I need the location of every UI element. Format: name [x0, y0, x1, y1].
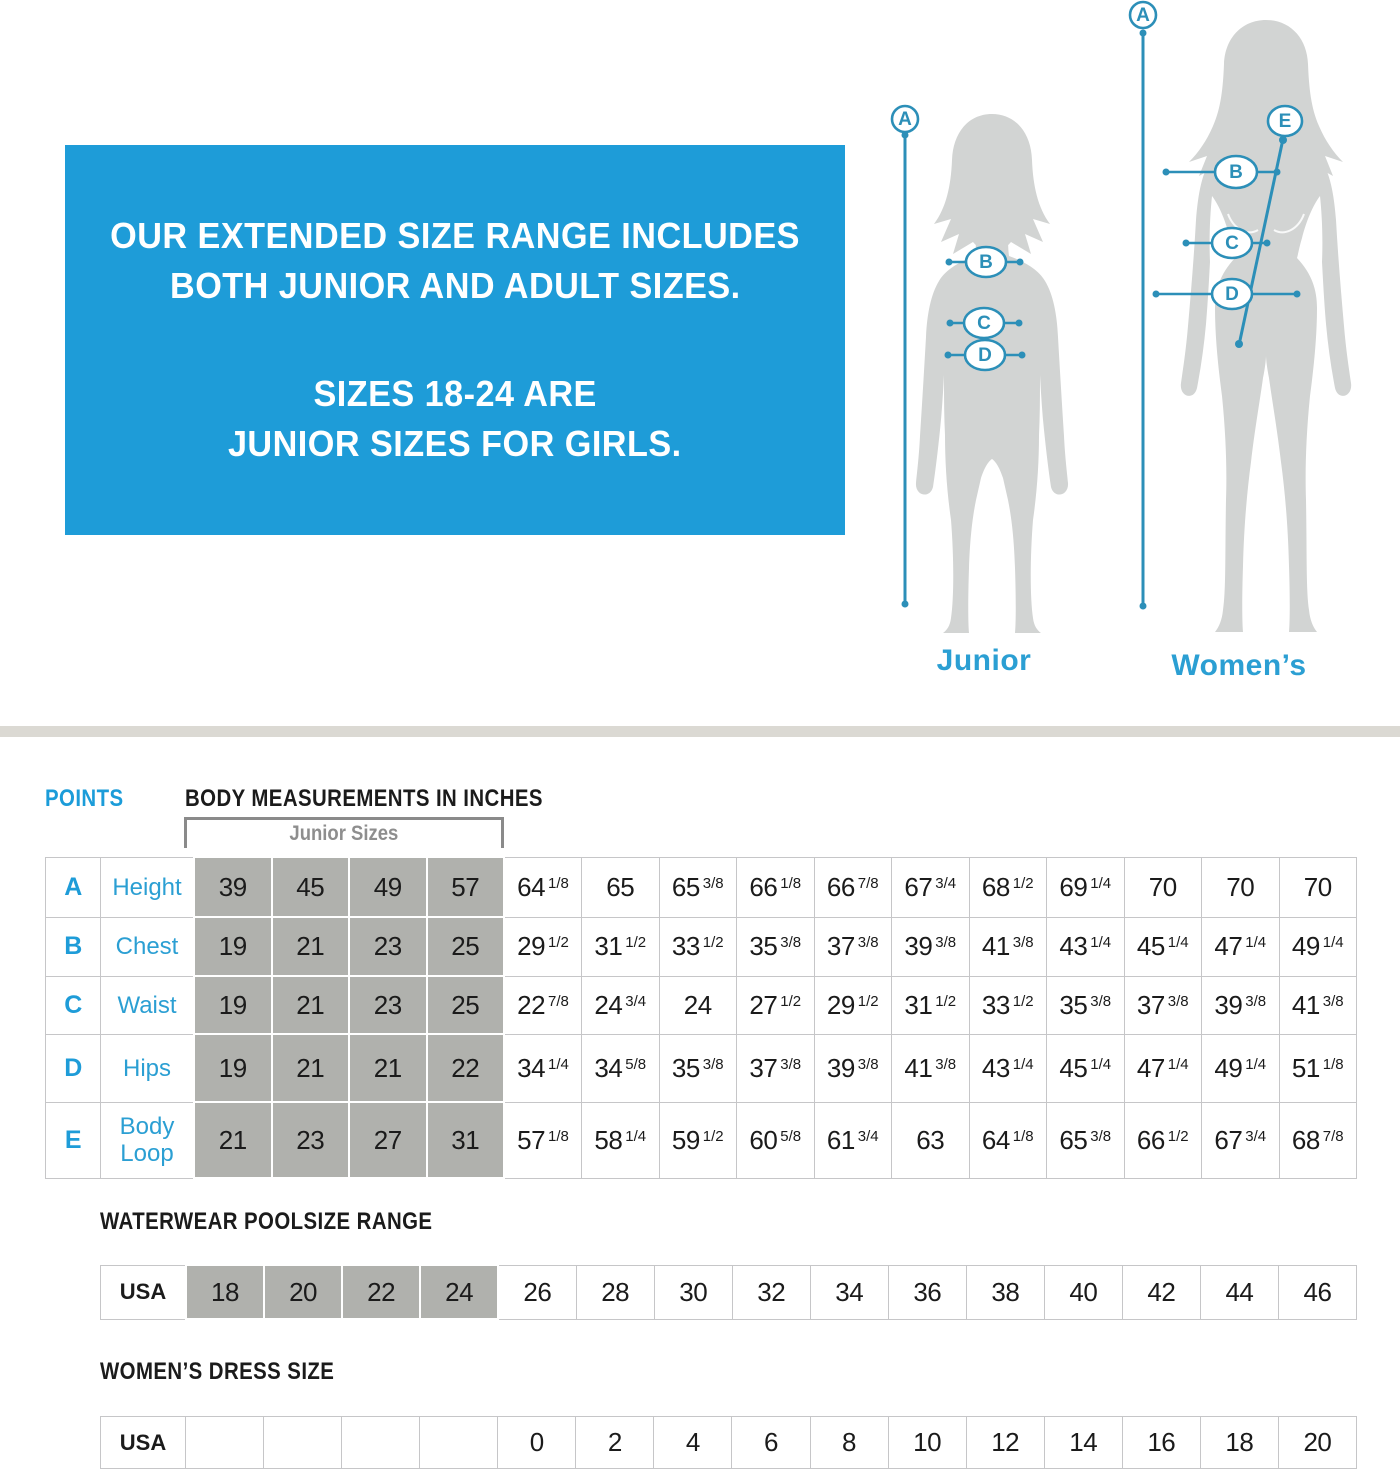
measurement-cell: 41 $^{3/8}$ [969, 917, 1047, 976]
measurement-cell: 34 $^{1/4}$ [504, 1034, 582, 1102]
point-letter: D [46, 1034, 101, 1102]
dress-size-cell: 6 [732, 1417, 810, 1469]
measurement-cell: 39 $^{3/8}$ [814, 1034, 892, 1102]
measurement-cell: 39 [194, 857, 272, 917]
waterwear-size-cell: 18 [186, 1265, 264, 1319]
measurement-cell: 49 $^{1/4}$ [1202, 1034, 1280, 1102]
dress-size-row [101, 1417, 1357, 1469]
measurement-cell: 49 $^{1/4}$ [1279, 917, 1357, 976]
measurement-cell: 39 $^{3/8}$ [1202, 976, 1280, 1034]
measurement-cell: 24 $^{3/4}$ [582, 976, 660, 1034]
waterwear-size-cell: 30 [654, 1265, 732, 1319]
section-divider [0, 726, 1400, 737]
measurement-cell: 66 $^{1/2}$ [1124, 1102, 1202, 1178]
measurement-cell: 58 $^{1/4}$ [582, 1102, 660, 1178]
measurement-cell: 19 [194, 917, 272, 976]
dress-size-cell [264, 1417, 342, 1469]
measurement-cell: 66 $^{7/8}$ [814, 857, 892, 917]
measurement-row-d [46, 1034, 1357, 1102]
dress-size-cell: 0 [498, 1417, 576, 1469]
measurement-cell: 65 $^{3/8}$ [659, 857, 737, 917]
dress-size-cell: 16 [1122, 1417, 1200, 1469]
measurement-cell: 31 $^{1/2}$ [892, 976, 970, 1034]
measurement-cell: 47 $^{1/4}$ [1202, 917, 1280, 976]
point-letter: B [46, 917, 101, 976]
dress-size-cell [186, 1417, 264, 1469]
waterwear-size-cell: 44 [1200, 1265, 1278, 1319]
measurement-cell: 61 $^{3/4}$ [814, 1102, 892, 1178]
measurement-cell: 45 $^{1/4}$ [1047, 1034, 1125, 1102]
measurement-cell: 41 $^{3/8}$ [892, 1034, 970, 1102]
point-d-letter: D [1225, 284, 1239, 305]
waterwear-size-cell: 24 [420, 1265, 498, 1319]
banner-line: BOTH JUNIOR AND ADULT SIZES. [169, 265, 741, 306]
dress-size-cell: 18 [1200, 1417, 1278, 1469]
measurement-cell: 22 [427, 1034, 505, 1102]
womens-figure-label: Women’s [1171, 649, 1307, 682]
measurement-cell: 31 [427, 1102, 505, 1178]
measurement-cell: 57 $^{1/8}$ [504, 1102, 582, 1178]
measurement-cell: 22 $^{7/8}$ [504, 976, 582, 1034]
measurement-cell: 41 $^{3/8}$ [1279, 976, 1357, 1034]
info-banner [65, 145, 845, 535]
point-b-letter: B [1229, 162, 1243, 183]
measurement-cell: 23 [349, 917, 427, 976]
measurement-cell: 47 $^{1/4}$ [1124, 1034, 1202, 1102]
dress-size-cell: 10 [888, 1417, 966, 1469]
measurement-cell: 35 $^{3/8}$ [1047, 976, 1125, 1034]
measurement-row-c [46, 976, 1357, 1034]
region-label: USA [101, 1265, 187, 1319]
point-label: Body Loop [101, 1102, 195, 1178]
measurement-cell: 29 $^{1/2}$ [814, 976, 892, 1034]
measurement-cell: 34 $^{5/8}$ [582, 1034, 660, 1102]
point-letter: E [46, 1102, 101, 1178]
waterwear-size-cell: 26 [498, 1265, 576, 1319]
junior-figure-label: Junior [936, 644, 1032, 677]
measurement-cell: 68 $^{7/8}$ [1279, 1102, 1357, 1178]
measurement-cell: 33 $^{1/2}$ [969, 976, 1047, 1034]
measurement-cell: 37 $^{3/8}$ [814, 917, 892, 976]
measurement-cell: 67 $^{3/4}$ [1202, 1102, 1280, 1178]
measurement-cell: 70 [1279, 857, 1357, 917]
measurement-cell: 31 $^{1/2}$ [582, 917, 660, 976]
measurement-cell: 70 [1124, 857, 1202, 917]
measurement-cell: 60 $^{5/8}$ [737, 1102, 815, 1178]
junior-body [916, 232, 1068, 633]
measurement-cell: 67 $^{3/4}$ [892, 857, 970, 917]
measurement-cell: 51 $^{1/8}$ [1279, 1034, 1357, 1102]
measurement-cell: 70 [1202, 857, 1280, 917]
waterwear-size-cell: 34 [810, 1265, 888, 1319]
waterwear-heading: WATERWEAR POOLSIZE RANGE [100, 1208, 433, 1235]
body-measurements-table [45, 856, 1357, 1179]
dress-size-cell: 14 [1044, 1417, 1122, 1469]
womens-silhouette-illustration [1123, 0, 1355, 640]
point-a-letter: A [1136, 5, 1150, 26]
banner-line: SIZES 18-24 ARE [313, 373, 597, 414]
measurement-cell: 37 $^{3/8}$ [1124, 976, 1202, 1034]
measurement-cell: 23 [272, 1102, 350, 1178]
waterwear-size-cell: 32 [732, 1265, 810, 1319]
measurement-cell: 35 $^{3/8}$ [659, 1034, 737, 1102]
junior-sizes-label: Junior Sizes [289, 822, 399, 845]
measurement-cell: 43 $^{1/4}$ [969, 1034, 1047, 1102]
point-label: Height [101, 857, 195, 917]
junior-silhouette-illustration [888, 100, 1080, 635]
measurement-cell: 65 [582, 857, 660, 917]
point-d-letter: D [978, 345, 992, 366]
point-a-letter: A [898, 109, 912, 130]
body-measurements-heading: BODY MEASUREMENTS IN INCHES [185, 785, 543, 812]
dress-size-cell: 20 [1278, 1417, 1356, 1469]
dress-size-table [100, 1416, 1357, 1469]
measurement-cell: 24 [659, 976, 737, 1034]
dress-size-cell: 8 [810, 1417, 888, 1469]
measurement-cell: 64 $^{1/8}$ [504, 857, 582, 917]
measurement-cell: 21 [272, 917, 350, 976]
measurement-cell: 21 [194, 1102, 272, 1178]
measurement-cell: 21 [272, 1034, 350, 1102]
measurement-cell: 64 $^{1/8}$ [969, 1102, 1047, 1178]
dress-size-cell [342, 1417, 420, 1469]
measurement-cell: 39 $^{3/8}$ [892, 917, 970, 976]
measurement-cell: 59 $^{1/2}$ [659, 1102, 737, 1178]
womens-figure [1123, 0, 1355, 683]
measurement-cell: 27 $^{1/2}$ [737, 976, 815, 1034]
point-label: Chest [101, 917, 195, 976]
junior-hair [934, 114, 1050, 254]
measurement-cell: 19 [194, 976, 272, 1034]
point-label: Hips [101, 1034, 195, 1102]
measurement-cell: 57 [427, 857, 505, 917]
measurement-cell: 29 $^{1/2}$ [504, 917, 582, 976]
measurement-cell: 63 [892, 1102, 970, 1178]
measurement-cell: 27 [349, 1102, 427, 1178]
waterwear-size-cell: 20 [264, 1265, 342, 1319]
dress-size-cell: 4 [654, 1417, 732, 1469]
point-e-letter: E [1278, 111, 1292, 132]
junior-figure [888, 100, 1080, 678]
points-heading: POINTS [45, 785, 124, 812]
waterwear-size-cell: 22 [342, 1265, 420, 1319]
waterwear-size-table [100, 1264, 1357, 1320]
point-c-letter: C [977, 313, 991, 334]
measurement-cell: 35 $^{3/8}$ [737, 917, 815, 976]
waterwear-size-cell: 42 [1122, 1265, 1200, 1319]
banner-line: OUR EXTENDED SIZE RANGE INCLUDES [110, 215, 800, 256]
point-letter: A [46, 857, 101, 917]
measurement-cell: 69 $^{1/4}$ [1047, 857, 1125, 917]
table-headings [45, 785, 606, 813]
measurement-cell: 45 $^{1/4}$ [1124, 917, 1202, 976]
region-label: USA [101, 1417, 186, 1469]
dress-size-cell: 12 [966, 1417, 1044, 1469]
point-letter: C [46, 976, 101, 1034]
measurement-cell: 19 [194, 1034, 272, 1102]
measurement-cell: 43 $^{1/4}$ [1047, 917, 1125, 976]
measurement-row-e [46, 1102, 1357, 1178]
banner-line: JUNIOR SIZES FOR GIRLS. [228, 423, 682, 464]
waterwear-size-cell: 46 [1278, 1265, 1356, 1319]
waterwear-size-cell: 40 [1044, 1265, 1122, 1319]
measurement-cell: 68 $^{1/2}$ [969, 857, 1047, 917]
measurement-cell: 25 [427, 976, 505, 1034]
measurement-cell: 25 [427, 917, 505, 976]
measurement-cell: 21 [349, 1034, 427, 1102]
measurement-cell: 33 $^{1/2}$ [659, 917, 737, 976]
point-c-letter: C [1225, 233, 1239, 254]
waterwear-size-cell: 38 [966, 1265, 1044, 1319]
measurement-row-a [46, 857, 1357, 917]
measurement-cell: 23 [349, 976, 427, 1034]
dress-size-cell [420, 1417, 498, 1469]
waterwear-size-cell: 36 [888, 1265, 966, 1319]
measurement-cell: 45 [272, 857, 350, 917]
dress-size-cell: 2 [576, 1417, 654, 1469]
junior-sizes-bracket [184, 817, 504, 848]
measurement-row-b [46, 917, 1357, 976]
measurement-cell: 49 [349, 857, 427, 917]
waterwear-size-row [101, 1265, 1357, 1319]
point-b-letter: B [979, 252, 993, 273]
measurement-cell: 65 $^{3/8}$ [1047, 1102, 1125, 1178]
waterwear-size-cell: 28 [576, 1265, 654, 1319]
measurement-cell: 21 [272, 976, 350, 1034]
measurement-cell: 66 $^{1/8}$ [737, 857, 815, 917]
point-label: Waist [101, 976, 195, 1034]
womens-body [1181, 102, 1351, 632]
measurement-cell: 37 $^{3/8}$ [737, 1034, 815, 1102]
dress-size-heading: WOMEN’S DRESS SIZE [100, 1358, 335, 1385]
